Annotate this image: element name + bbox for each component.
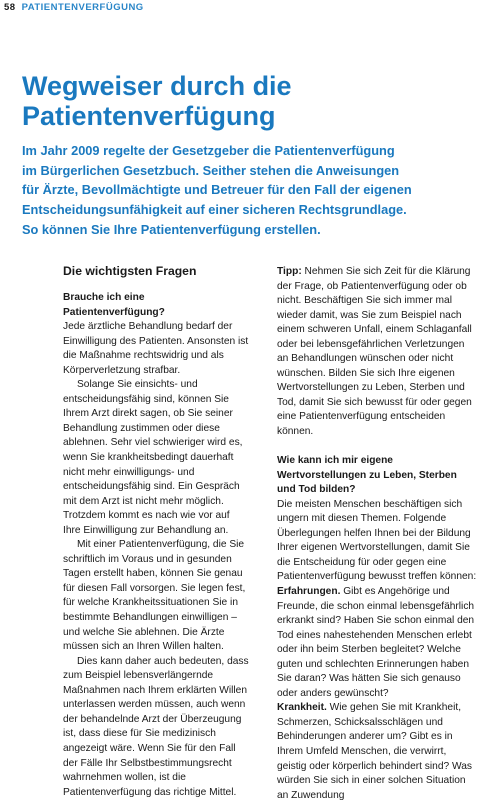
experience-text: Gibt es Angehörige und Freunde, die schon einmal lebensgefährlich erkrankt sind? Haben Sie schon einmal den Tod eines nahestehenden Menschen erlebt oder ihn beim Sterben begleitet? Welche guten und schlechten Erinnerungen haben Sie daran? Was hätten Sie sich genauso oder anders gewünscht?: [277, 585, 475, 699]
body-paragraph: Dies kann daher auch bedeuten, dass zum Beispiel lebensverlängernde Maßnahmen nach Ihrem erklärten Willen unterlassen werden müssen, auch wenn der behandelnde Arzt der Überzeugung ist, dass diese für Sie medizinisch angezeigt wäre. Wenn Sie für den Fall der Fälle Ihr Selbstbestimmungsrecht wahrnehmen wollen, ist die Patientenverfügung das richtige Mittel.: [63, 655, 249, 798]
body-paragraph: Solange Sie einsichts- und entscheidungsfähig sind, können Sie Ihrem Arzt direkt sagen, ob Sie seiner Behandlung zustimmen oder diese ablehnen. Sehr viel schwieriger wird es, wenn Sie krankheitsbedingt dauerhaft nicht mehr einwilligungs- und entscheidungsfähig sind. Ein Gespräch mit dem Arzt ist nicht mehr möglich. Trotzdem kommt es nach wie vor auf Ihre Einwilligung zur Behandlung an.: [63, 379, 243, 536]
illness-text: Wie gehen Sie mit Krankheit, Schmerzen, Schicksalsschlägen und Behinderungen anderer um? Gibt es in Ihrem Umfeld Menschen, die verwirrt, geistig oder körperlich behindert sind? Was würden Sie sich in einer solchen Situation an Zuwendung: [277, 702, 472, 801]
lead-line: Im Jahr 2009 regelte der Gesetzgeber die Patientenverfügung: [22, 143, 395, 158]
running-head: [4, 2, 144, 13]
lead-line: im Bürgerlichen Gesetzbuch. Seither stehen die Anweisungen: [22, 162, 400, 178]
lead-line: für Ärzte, Bevollmächtigte und Betreuer für den Fall der eigenen: [22, 182, 412, 198]
lead-line: So können Sie Ihre Patientenverfügung erstellen.: [22, 221, 321, 237]
tip-label: Tipp:: [277, 266, 302, 277]
lead-line: Entscheidungsunfähigkeit auf einer sicheren Rechtsgrundlage.: [22, 202, 407, 218]
page-title: [22, 71, 462, 131]
question-heading: Brauche ich eine Patientenverfügung?: [63, 292, 165, 318]
body-paragraph: Die meisten Menschen beschäftigen sich ungern mit diesen Themen. Folgende Überlegungen helfen Ihnen bei der Bildung Ihrer eigenen Wertvorstellungen, damit Sie die Entscheidung für oder gegen eine Patientenverfügung bewusst treffen können:: [277, 498, 477, 583]
running-head-title: PATIENTENVERFÜGUNG: [21, 2, 144, 13]
section-heading: Die wichtigsten Fragen: [63, 264, 197, 278]
right-column: [277, 265, 477, 803]
tip-paragraph: [277, 265, 477, 440]
illness-paragraph: [277, 701, 477, 803]
page-title-line-2: Patientenverfügung: [22, 101, 276, 131]
left-column: [63, 262, 249, 800]
question-heading: Wie kann ich mir eigene Wertvorstellungen zu Leben, Sterben und Tod bilden?: [277, 455, 457, 496]
lead-paragraph: [22, 141, 467, 240]
experience-label: Erfahrungen.: [277, 585, 341, 597]
body-paragraph: Mit einer Patientenverfügung, die Sie schriftlich im Voraus und in gesunden Tagen erstellt haben, können Sie genau für diesen Fall vorsorgen. Sie legen fest, für welche Krankheitssituationen Sie in bestimmte Behandlungen einwilligen – und welche Sie ablehnen. Die Ärzte müssen sich an Ihren Willen halten.: [63, 539, 246, 653]
illness-label: Krankheit.: [277, 702, 327, 714]
body-paragraph: Jede ärztliche Behandlung bedarf der Einwilligung des Patienten. Ansonsten ist die Maßnahme rechtswidrig und als Körperverletzung strafbar.: [63, 321, 249, 376]
page-title-line-1: Wegweiser durch die: [22, 71, 292, 101]
experience-paragraph: [277, 585, 477, 701]
tip-text: Nehmen Sie sich Zeit für die Klärung der Frage, ob Patientenverfügung oder ob nicht. Beschäftigen Sie sich immer mal wieder damit, was Sie zum Beispiel nach einem schweren Unfall, einem Schlaganfall oder bei lebensgefährlichen Verletzungen an Behandlungen wünschen oder nicht wünschen. Bilden Sie sich Ihre eigenen Wertvorstellungen zu Leben, Sterben und Tod, damit Sie sich bewusst für oder gegen eine Patientenverfügung entscheiden können.: [277, 266, 472, 438]
page-number: 58: [4, 2, 16, 13]
